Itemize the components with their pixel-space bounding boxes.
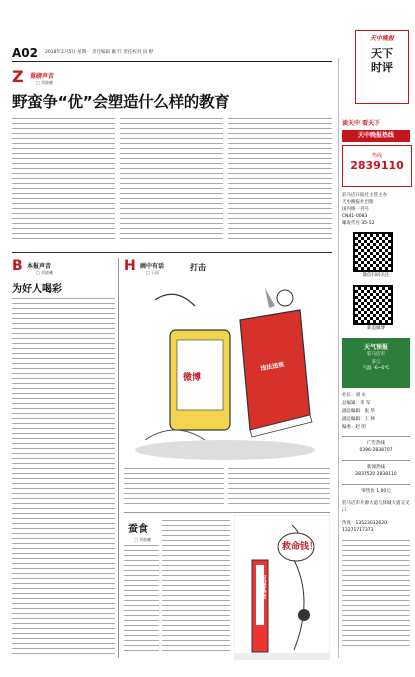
cartoon-strike-illustration: [125, 280, 330, 465]
cartoon-label-weibo: 微博: [183, 373, 202, 383]
cartoon-medical-illustration: [234, 515, 330, 660]
header-rule: [12, 61, 332, 62]
date-line: 2018年2月5日 星期一 责任编辑 戴 红 责任校对 田 野: [45, 50, 154, 55]
section-can-body-1: [124, 545, 159, 655]
sidebar-filler: [342, 540, 410, 650]
sidebar-info-2: 天中晚报社出版: [342, 200, 374, 205]
cartoon-medical: [234, 515, 330, 660]
vertical-divider: [118, 258, 119, 658]
sidebar-rule-3: [342, 484, 410, 485]
weather-box: [342, 338, 410, 388]
staff-5: 编委：赵 明: [342, 425, 366, 430]
fax: 传真：13523032620 13271717373: [342, 521, 387, 533]
staff-list: [342, 392, 410, 432]
kicker: 重磅声音: [30, 73, 55, 80]
weather-sub: 驻马店市: [367, 352, 385, 357]
address: 驻马店市开源大道与驿城大道交叉口: [342, 501, 410, 513]
sidebar-info-3: 国内统一刊号: [342, 207, 369, 212]
section-h-body-2: [228, 468, 330, 508]
sidebar-top-label: 读天中 看天下: [342, 120, 381, 127]
section-h-title: 打击: [190, 263, 206, 272]
sidebar-rule-2: [342, 460, 410, 461]
qr-caption-2: 新浪微博: [367, 326, 385, 331]
sidebar-hotline-box: [342, 145, 412, 187]
cartoon-banner: 救命钱！: [282, 542, 319, 552]
price: 零售价 1.00元: [361, 489, 391, 494]
lead-col-1: [12, 118, 115, 242]
cartoon-label-book: 违法违规: [259, 361, 285, 373]
section-h-tag: 画中有话: [140, 263, 165, 270]
weather-title: 天气预报: [363, 344, 388, 351]
section-can-title: 蚕食: [128, 524, 148, 535]
sidebar-hotline-label: 热线: [371, 153, 382, 159]
ads-hotline: 广告热线 0396-2838707: [359, 441, 393, 453]
section-h-byline: □ 石雨: [146, 270, 160, 275]
section-h-letter: H: [124, 258, 136, 274]
section-h-body-1: [124, 468, 224, 508]
cartoon-strike: [125, 280, 330, 465]
kicker-byline: □ 刘晓曦: [36, 80, 54, 85]
sidebar-divider: [338, 58, 339, 658]
section-b-letter: B: [12, 258, 23, 274]
cartoon-medical-label: 医保基金: [259, 575, 266, 599]
section-can-byline: □ 刘晓曦: [134, 537, 152, 542]
lead-col-3: [228, 118, 332, 242]
staff-4: 副总编辑：王 林: [342, 417, 375, 422]
sidebar-info: [342, 192, 410, 227]
weather-text: 多云 气温 -6~6℃: [362, 360, 390, 371]
qr-code-2[interactable]: [353, 285, 393, 325]
lead-headline: 野蛮争“优”会塑造什么样的教育: [12, 93, 230, 111]
sidebar-red-box: 天中晚报热线: [342, 130, 410, 142]
section-b-title: 为好人喝彩: [12, 284, 62, 295]
section-b-byline: □ 刘晓曦: [36, 270, 54, 275]
qr-caption-1: 微信扫码关注: [362, 273, 390, 278]
sidebar-info-5: 邮发代号 35-52: [342, 221, 375, 226]
sidebar-hotline-num: 2839110: [350, 159, 404, 172]
section-divider-2: [124, 512, 330, 513]
sidebar-info-1: 驻马店日报社主管主办: [342, 193, 387, 198]
staff-1: 社长：刘 永: [342, 393, 366, 398]
masthead-top: 天中晚报: [369, 35, 394, 42]
staff-3: 副总编辑：张 华: [342, 409, 375, 414]
lead-col-2: [120, 118, 223, 242]
sidebar-rule-1: [342, 436, 410, 437]
section-b-tag: 本报声音: [27, 263, 52, 270]
section-divider-1: [12, 252, 332, 253]
section-can-body-2: [162, 520, 230, 655]
sidebar-info-4: CN41-0083: [342, 214, 368, 219]
staff-2: 总编辑：李 军: [342, 401, 371, 406]
reports-hotline: 新闻热线 2837520 2838110: [355, 465, 397, 477]
qr-code-1[interactable]: [353, 232, 393, 272]
masthead: [355, 30, 409, 104]
kicker-letter: Z: [12, 67, 24, 86]
masthead-main: 天下 时评: [371, 47, 393, 74]
page-number: A02: [12, 46, 38, 60]
section-b-body: [12, 298, 115, 658]
